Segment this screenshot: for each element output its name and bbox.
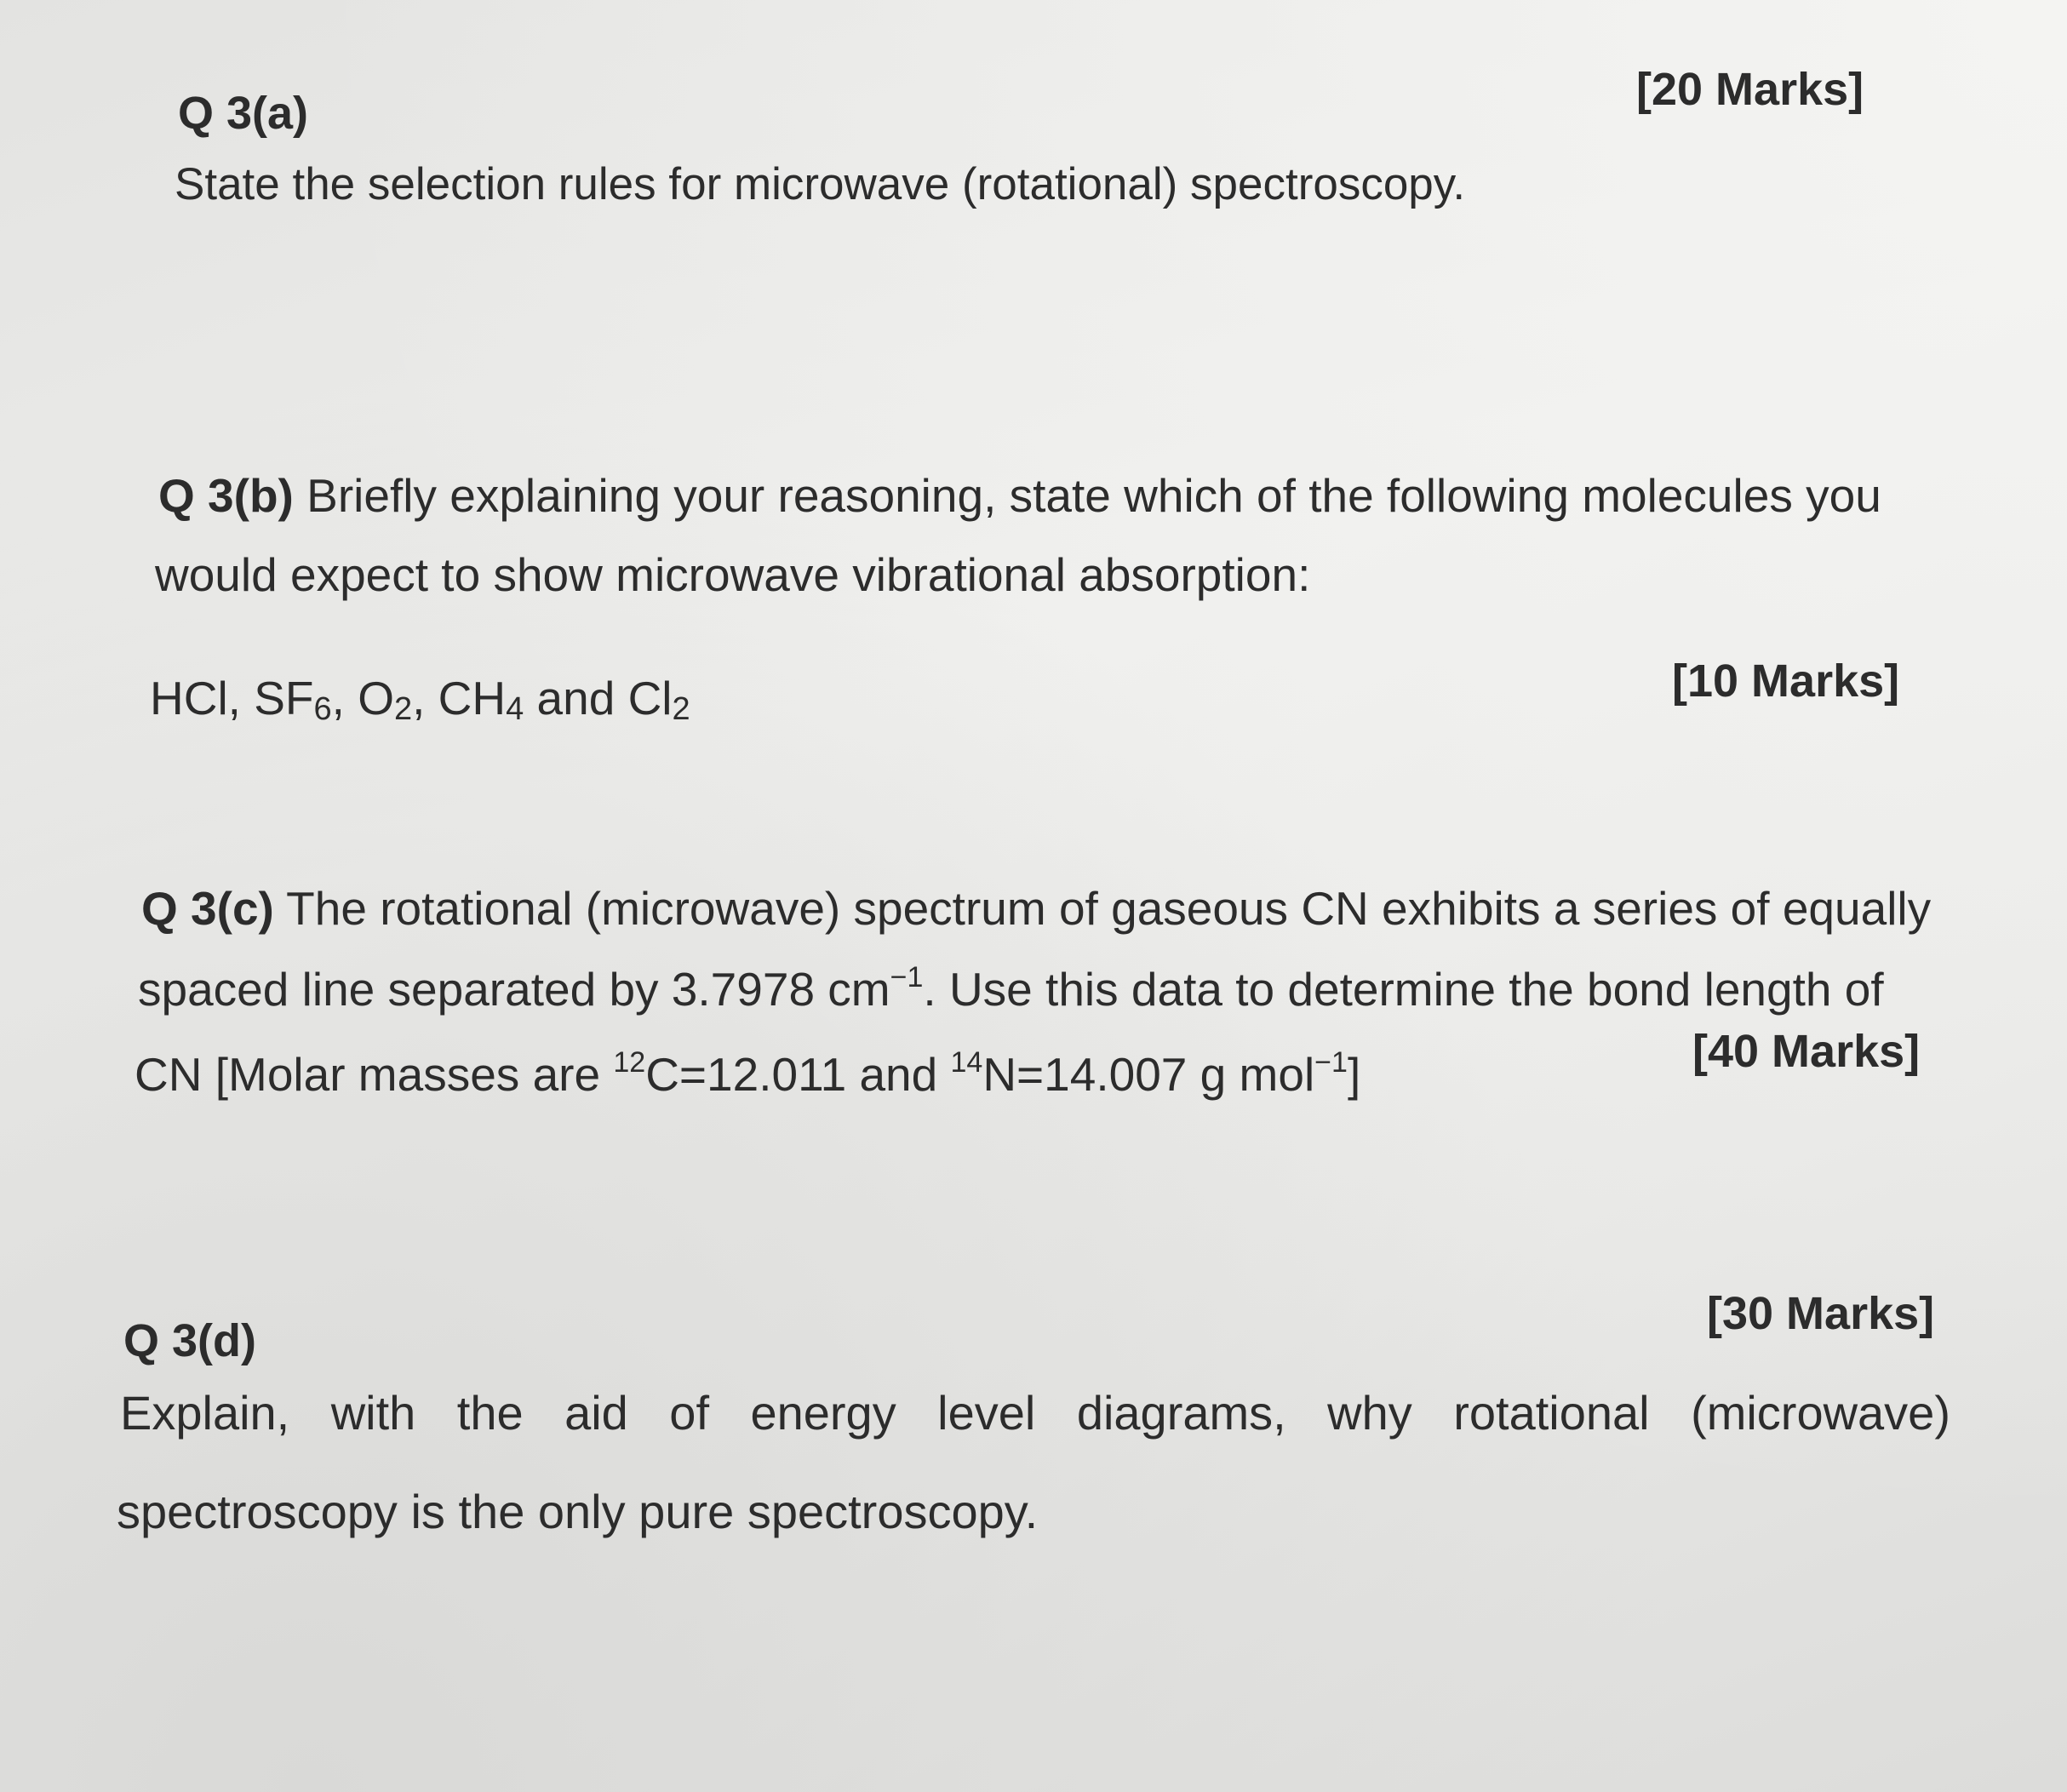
q3c-line1 bbox=[141, 882, 1932, 935]
q3d-word: rotational bbox=[1453, 1386, 1650, 1440]
q3c-text: spaced line separated by 3.7978 cm bbox=[138, 963, 890, 1016]
subscript: 2 bbox=[393, 691, 413, 727]
q3d-word: the bbox=[456, 1386, 524, 1440]
q3d-word: diagrams, bbox=[1076, 1386, 1286, 1440]
q3d-word: level bbox=[937, 1386, 1036, 1440]
molecule-text: , O bbox=[331, 672, 394, 724]
subscript: 2 bbox=[672, 691, 690, 727]
q3d-line1 bbox=[120, 1386, 1950, 1440]
q3d-word: aid bbox=[564, 1386, 628, 1440]
q3d-word: of bbox=[669, 1386, 709, 1440]
q3a-question-text: State the selection rules for microwave (rotational) spectroscopy. bbox=[175, 159, 1466, 209]
molecule-text: HCl, SF bbox=[150, 672, 314, 724]
q3c-text: . Use this data to determine the bond length of bbox=[923, 963, 1884, 1016]
q3c-text: N=14.007 g mol bbox=[982, 1048, 1315, 1101]
q3c-text: C=12.011 and bbox=[645, 1048, 951, 1101]
molecule-text: , CH bbox=[412, 672, 507, 724]
q3b-label: Q 3(b) bbox=[158, 469, 294, 522]
q3c-line2 bbox=[138, 961, 1884, 1016]
superscript: −1 bbox=[1314, 1046, 1348, 1079]
q3d-word: (microwave) bbox=[1691, 1386, 1950, 1440]
superscript: −1 bbox=[890, 961, 924, 993]
q3a-label: Q 3(a) bbox=[178, 88, 309, 139]
molecule-text: and Cl bbox=[524, 672, 673, 724]
q3b-text-line2: would expect to show microwave vibrational absorption: bbox=[155, 548, 1311, 601]
q3d-label: Q 3(d) bbox=[123, 1315, 256, 1366]
superscript: 14 bbox=[950, 1046, 983, 1079]
q3c-marks: [40 Marks] bbox=[1692, 1026, 1921, 1077]
q3a-marks: [20 Marks] bbox=[1636, 64, 1864, 115]
q3b-molecule-list bbox=[150, 672, 690, 727]
q3c-text: CN [Molar masses are bbox=[135, 1048, 614, 1101]
superscript: 12 bbox=[613, 1046, 646, 1079]
q3b-text-line1: Briefly explaining your reasoning, state which of the following molecules you bbox=[306, 469, 1881, 522]
q3c-label: Q 3(c) bbox=[141, 882, 274, 935]
subscript: 6 bbox=[313, 691, 332, 727]
q3d-word: with bbox=[330, 1386, 416, 1440]
q3d-line2: spectroscopy is the only pure spectroscopy. bbox=[117, 1485, 1039, 1538]
q3b-line1 bbox=[158, 469, 1881, 522]
q3b-marks: [10 Marks] bbox=[1672, 656, 1900, 707]
q3c-text-line1: The rotational (microwave) spectrum of gaseous CN exhibits a series of equally bbox=[286, 882, 1932, 935]
q3d-word: energy bbox=[750, 1386, 896, 1440]
subscript: 4 bbox=[506, 691, 524, 727]
q3d-word: Explain, bbox=[120, 1386, 290, 1440]
q3d-marks: [30 Marks] bbox=[1707, 1288, 1935, 1339]
q3c-line3 bbox=[135, 1046, 1361, 1101]
q3c-text: ] bbox=[1347, 1048, 1361, 1101]
q3d-word: why bbox=[1327, 1386, 1412, 1440]
